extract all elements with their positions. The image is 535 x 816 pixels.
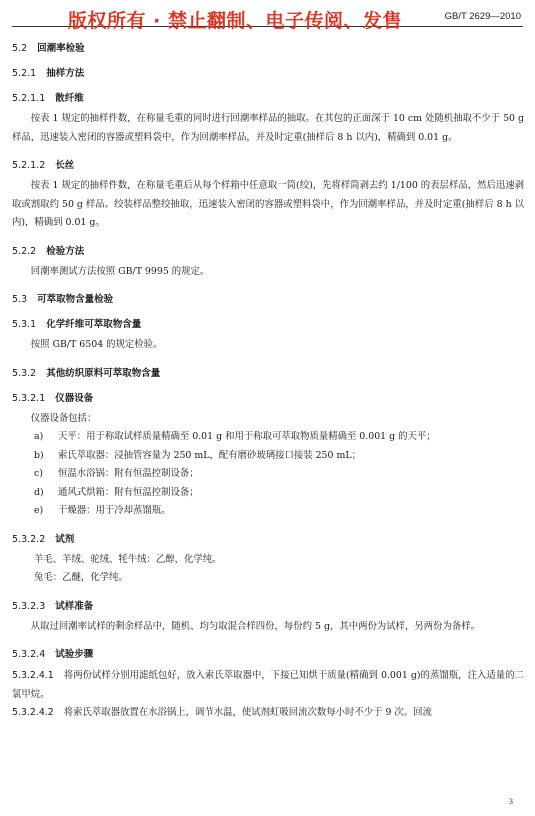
section-heading-5-3-2-4: 5.3.2.4 试验步骤 — [12, 649, 94, 660]
section-heading-5-2-1-1: 5.2.1.1 散纤维 — [12, 93, 84, 104]
reagent-list — [12, 551, 524, 588]
section-heading-5-3-2: 5.3.2 其他纺织原料可萃取物含量 — [12, 367, 161, 379]
section-heading-5-2-1-2: 5.2.1.2 长丝 — [12, 160, 75, 171]
section-heading-5-3-2-1: 5.3.2.1 仪器设备 — [12, 392, 94, 404]
paragraph-5-3-2-4-1: 5.3.2.4.1 将两份试样分别用滤纸包好，放入索氏萃取器中，下接已知烘干质量(精确到 0.001 g)的蒸馏瓶，注入适量的二氯甲烷。 — [12, 670, 524, 700]
equipment-intro: 仪器设备包括： — [30, 412, 97, 424]
section-heading-5-2: 5.2 回潮率检验 — [12, 43, 85, 54]
list-item: c) 恒温水浴锅：附有恒温控制设备； — [34, 468, 199, 479]
paragraph-5-3-1: 按照 GB/T 6504 的规定检验。 — [30, 339, 163, 350]
page-number: 3 — [508, 796, 513, 806]
section-heading-5-2-2: 5.2.2 检验方法 — [12, 245, 85, 257]
equipment-list — [12, 428, 524, 521]
list-item: d) 通风式烘箱：附有恒温控制设备； — [34, 486, 199, 498]
section-heading-5-2-1: 5.2.1 抽样方法 — [12, 68, 85, 79]
paragraph-5-2-1-2: 按表 1 规定的抽样件数，在称量毛重后从每个样箱中任意取一筒(绞)，先将样筒剥去约 1/100 的表层样品，然后迅速剥取或割取约 50 g 样品。绞装样品整绞抽取，迅速装入密闭的容器或塑料袋中，作为回潮率样品，并及时定重(抽样后 8 h 以内)，精确到 0.01 g。 — [12, 180, 524, 228]
section-heading-5-3-1: 5.3.1 化学纤维可萃取物含量 — [12, 319, 142, 330]
paragraph-5-2-2: 回潮率测试方法按照 GB/T 9995 的规定。 — [30, 265, 210, 277]
list-item: b) 索氏萃取器：浸抽管容量为 250 mL，配有磨砂玻璃接口接装 250 mL； — [34, 449, 361, 461]
list-item: e) 干燥器：用于冷却蒸馏瓶。 — [34, 505, 171, 516]
section-heading-5-3: 5.3 可萃取物含量检验 — [12, 294, 114, 305]
section-heading-5-3-2-2: 5.3.2.2 试剂 — [12, 533, 75, 545]
copyright-watermark: 版权所有 · 禁止翻制、电子传阅、发售 — [68, 10, 402, 32]
section-heading-5-3-2-3: 5.3.2.3 试样准备 — [12, 600, 94, 612]
paragraph-5-3-2-3: 从取过回潮率试样的剩余样品中，随机、均匀取混合样四份，每份约 5 g，其中两份为试样，另两份为备样。 — [30, 620, 480, 632]
reagent-line: 兔毛：乙醚，化学纯。 — [34, 572, 128, 583]
list-item: a) 天平：用于称取试样质量精确至 0.01 g 和用于称取可萃取物质量精确至 0.001 g 的天平； — [34, 431, 436, 442]
paragraph-5-3-2-4-2: 5.3.2.4.2 将索氏萃取器放置在水浴锅上，调节水温，使试剂虹吸回流次数每小时不少于 9 次。回流 — [12, 707, 432, 718]
document-body — [12, 42, 524, 723]
standard-code: GB/T 2629—2010 — [444, 11, 521, 22]
paragraph-5-2-1-1: 按表 1 规定的抽样件数，在称量毛重的同时进行回潮率样品的抽取。在其包的正面深于 10 cm 处随机抽取不少于 50 g 样品，迅速装入密闭的容器或塑料袋中，作为回潮率样品，并及时定重(抽样后 8 h 以内)，精确到 0.01 g。 — [12, 113, 524, 143]
reagent-line: 羊毛、羊绒、驼绒、牦牛绒：乙醇，化学纯。 — [34, 553, 222, 565]
